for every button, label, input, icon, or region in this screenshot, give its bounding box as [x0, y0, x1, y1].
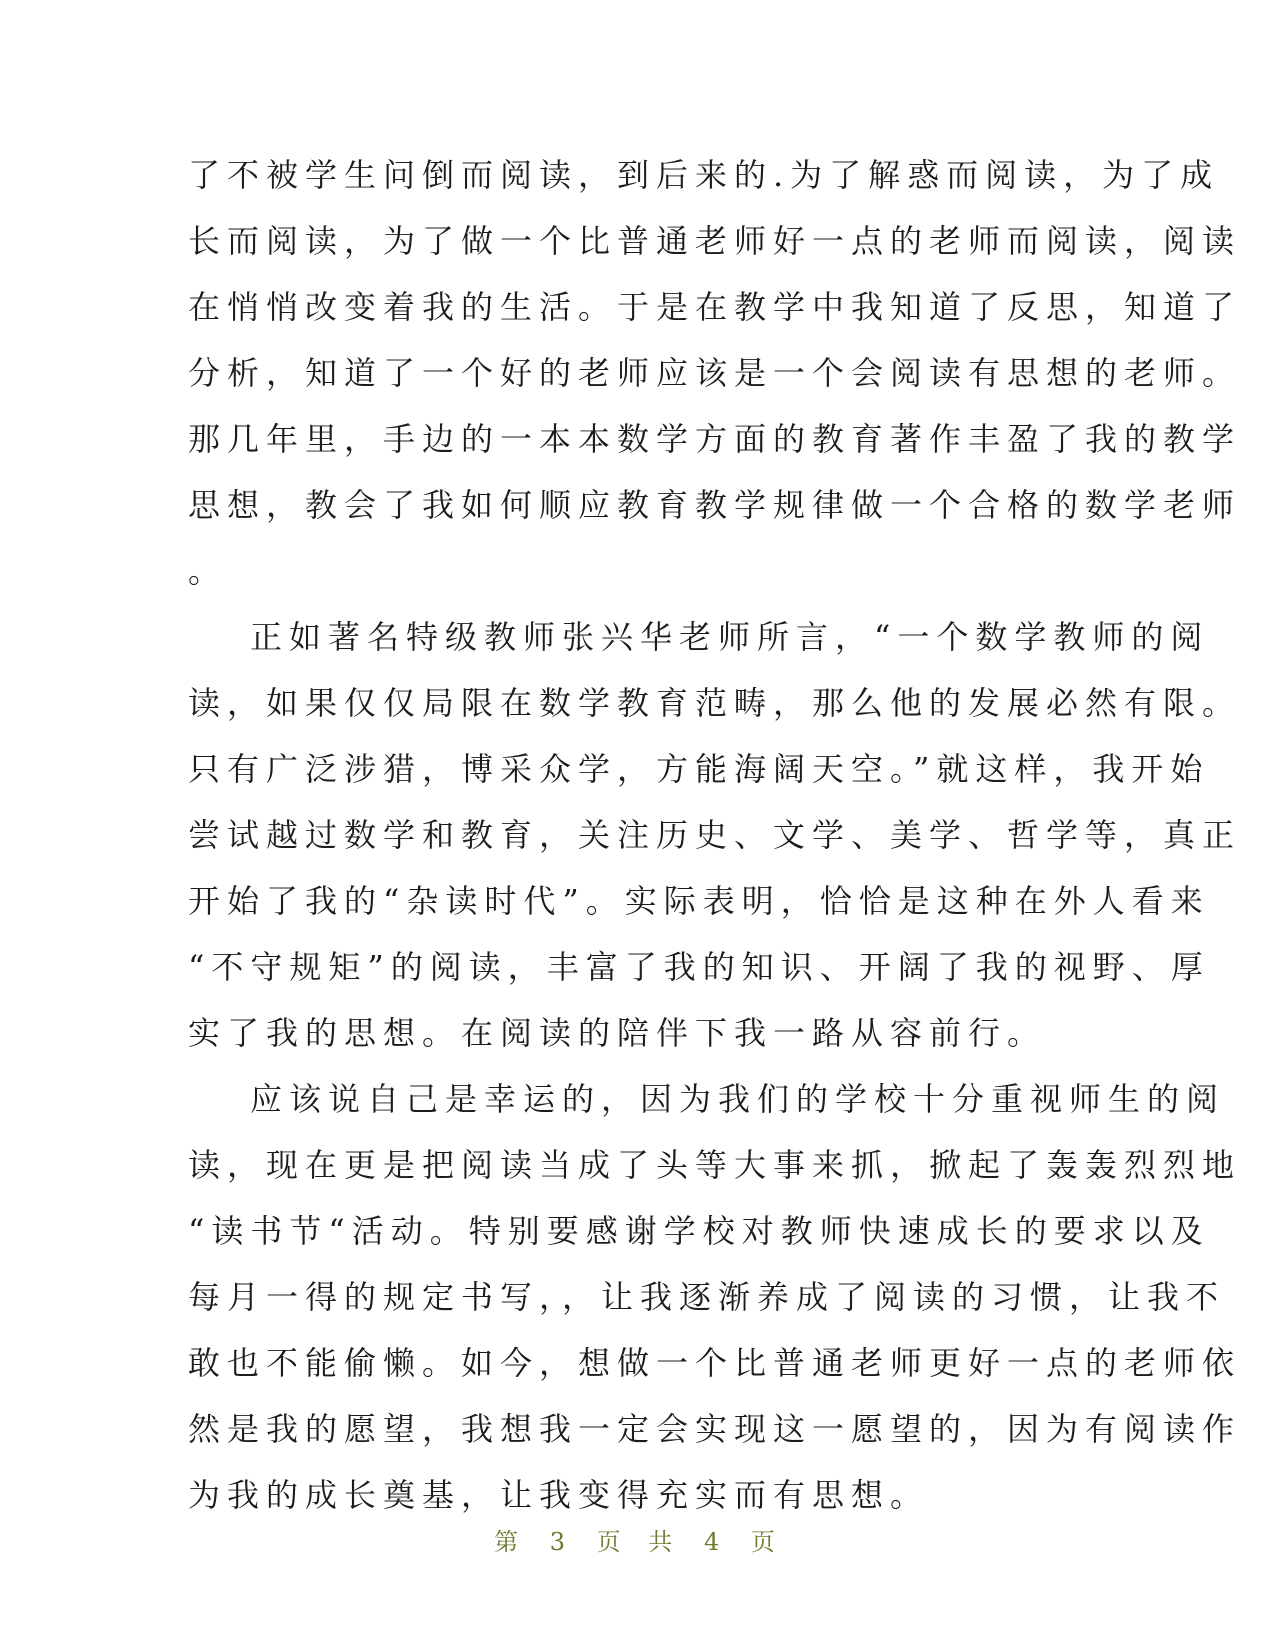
text-line: 那几年里，手边的一本本数学方面的教育著作丰盈了我的教学: [188, 420, 1242, 458]
text-line: 应该说自己是幸运的，因为我们的学校十分重视师生的阅: [250, 1080, 1226, 1118]
text-line: 在悄悄改变着我的生活。于是在教学中我知道了反思，知道了: [188, 288, 1242, 326]
total-pages-number: 4: [703, 1528, 726, 1556]
page-footer: [0, 1522, 1275, 1557]
text-line: 实了我的思想。在阅读的陪伴下我一路从容前行。: [188, 1014, 1047, 1052]
text-line: 只有广泛涉猎，博采众学，方能海阔天空。”就这样，我开始: [188, 750, 1210, 788]
text-line: 长而阅读，为了做一个比普通老师好一点的老师而阅读，阅读: [188, 222, 1242, 260]
text-line: 。: [188, 552, 228, 590]
text-line: “不守规矩”的阅读，丰富了我的知识、开阔了我的视野、厚: [188, 948, 1210, 986]
text-line: 每月一得的规定书写，，让我逐渐养成了阅读的习惯，让我不: [188, 1278, 1226, 1316]
footer-mid: 页 共: [596, 1528, 679, 1556]
text-line: 了不被学生问倒而阅读，到后来的.为了解惑而阅读，为了成: [188, 156, 1220, 194]
text-line: 正如著名特级教师张兴华老师所言，“一个数学教师的阅: [250, 618, 1210, 656]
text-line: “读书节“活动。特别要感谢学校对教师快速成长的要求以及: [188, 1212, 1210, 1250]
body-text: [188, 142, 1242, 1528]
text-line: 思想，教会了我如何顺应教育教学规律做一个合格的数学老师: [188, 486, 1242, 524]
text-line: 尝试越过数学和教育，关注历史、文学、美学、哲学等，真正: [188, 816, 1242, 854]
text-line: 读，如果仅仅局限在数学教育范畴，那么他的发展必然有限。: [188, 684, 1242, 722]
footer-prefix: 第: [494, 1528, 525, 1556]
text-line: 敢也不能偷懒。如今，想做一个比普通老师更好一点的老师依: [188, 1344, 1242, 1382]
text-line: 然是我的愿望，我想我一定会实现这一愿望的，因为有阅读作: [188, 1410, 1242, 1448]
current-page-number: 3: [549, 1528, 572, 1556]
text-line: 开始了我的“杂读时代”。实际表明，恰恰是这种在外人看来: [188, 882, 1210, 920]
text-line: 分析，知道了一个好的老师应该是一个会阅读有思想的老师。: [188, 354, 1242, 392]
footer-suffix: 页: [750, 1528, 781, 1556]
text-line: 为我的成长奠基，让我变得充实而有思想。: [188, 1476, 930, 1514]
text-line: 读，现在更是把阅读当成了头等大事来抓，掀起了轰轰烈烈地: [188, 1146, 1242, 1184]
